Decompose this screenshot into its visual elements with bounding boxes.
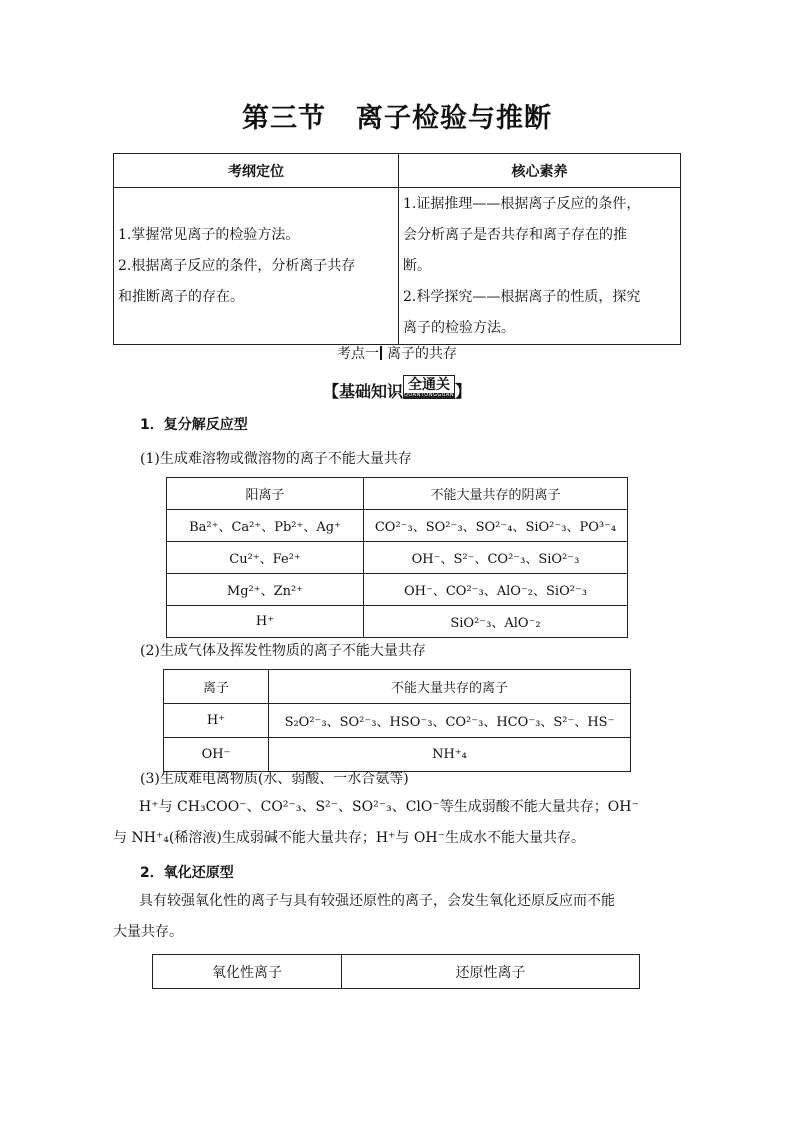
exam-point-heading <box>0 343 794 363</box>
core-literacy-cell <box>399 188 681 345</box>
redox-paragraph <box>113 886 683 948</box>
weak-electrolyte-paragraph <box>113 792 683 854</box>
t1-cation-cell: Mg²⁺、Zn²⁺ <box>167 574 364 606</box>
t3-header-oxidizing: 氧化性离子 <box>153 955 342 989</box>
t1-cation-cell: Ba²⁺、Ca²⁺、Pb²⁺、Ag⁺ <box>167 510 364 542</box>
literacy-line: 会分析离子是否共存和离子存在的推 <box>403 227 627 243</box>
t1-header-cation: 阳离子 <box>167 478 364 510</box>
section-number: 第三节 <box>242 103 326 134</box>
header-core-literacy: 核心素养 <box>399 154 681 188</box>
t1-anion-cell: OH⁻、S²⁻、CO²⁻₃、SiO²⁻₃ <box>364 542 628 574</box>
table-row <box>164 738 631 772</box>
t2-incompatible-cell: NH⁺₄ <box>269 738 631 772</box>
overview-table <box>113 153 681 345</box>
t2-header-incompatible: 不能大量共存的离子 <box>269 670 631 704</box>
section1-heading: 1．复分解反应型 <box>140 417 248 433</box>
t3-header-reducing: 还原性离子 <box>342 955 640 989</box>
banner-badge <box>403 375 455 399</box>
header-syllabus: 考纲定位 <box>114 154 399 188</box>
literacy-line: 离子的检验方法。 <box>403 320 515 336</box>
badge-subtext: QUANTONGGUAN <box>403 392 455 398</box>
t1-header-anion: 不能大量共存的阴离子 <box>364 478 628 510</box>
t1-anion-cell: OH⁻、CO²⁻₃、AlO⁻₂、SiO²⁻₃ <box>364 574 628 606</box>
page-title <box>0 96 794 135</box>
paragraph-line: 具有较强氧化性的离子与具有较强还原性的离子，会发生氧化还原反应而不能 <box>139 893 615 909</box>
t1-anion-cell: CO²⁻₃、SO²⁻₃、SO²⁻₄、SiO²⁻₃、PO³⁻₄ <box>364 510 628 542</box>
section-title: 离子检验与推断 <box>356 103 552 134</box>
section2-heading: 2．氧化还原型 <box>140 865 234 881</box>
t2-ion-cell: OH⁻ <box>164 738 269 772</box>
bracket-left: 【 <box>322 382 339 401</box>
basic-knowledge-banner <box>0 375 794 402</box>
bracket-right: 】 <box>455 382 472 401</box>
exam-point-label: 考点一 <box>337 346 379 362</box>
t2-incompatible-cell: S₂O²⁻₃、SO²⁻₃、HSO⁻₃、CO²⁻₃、HCO⁻₃、S²⁻、HS⁻ <box>269 704 631 738</box>
table-row <box>167 574 628 606</box>
paragraph-line: 与 NH⁺₄(稀溶液)生成弱碱不能大量共存；H⁺与 OH⁻生成水不能大量共存。 <box>113 830 585 846</box>
t2-ion-cell: H⁺ <box>164 704 269 738</box>
syllabus-line: 1.掌握常见离子的检验方法。 <box>118 226 300 243</box>
badge-text: 全通关 <box>408 377 450 393</box>
banner-text: 基础知识 <box>338 382 403 401</box>
table-row <box>167 542 628 574</box>
table-row <box>164 704 631 738</box>
gas-table <box>163 669 631 772</box>
syllabus-line: 2.根据离子反应的条件，分析离子共存 <box>118 257 356 274</box>
table-row <box>167 510 628 542</box>
section1-sub2: (2)生成气体及挥发性物质的离子不能大量共存 <box>140 643 426 659</box>
section1-sub3: (3)生成难电离物质(水、弱酸、一水合氨等) <box>140 771 409 787</box>
syllabus-line: 和推断离子的存在。 <box>118 288 244 305</box>
redox-table <box>152 954 640 989</box>
literacy-line: 断。 <box>403 258 431 274</box>
t1-cation-cell: Cu²⁺、Fe²⁺ <box>167 542 364 574</box>
literacy-line: 2.科学探究——根据离子的性质，探究 <box>403 289 641 305</box>
section1-sub1: (1)生成难溶物或微溶物的离子不能大量共存 <box>140 451 412 467</box>
t1-cation-cell: H⁺ <box>167 606 364 638</box>
literacy-line: 1.证据推理——根据离子反应的条件， <box>403 196 641 212</box>
paragraph-line: 大量共存。 <box>113 924 183 940</box>
exam-point-text: 离子的共存 <box>387 346 457 362</box>
precipitate-table <box>166 477 628 638</box>
t2-header-ion: 离子 <box>164 670 269 704</box>
syllabus-cell <box>114 188 399 345</box>
t1-anion-cell: SiO²⁻₃、AlO⁻₂ <box>364 606 628 638</box>
table-row <box>167 606 628 638</box>
paragraph-line: H⁺与 CH₃COO⁻、CO²⁻₃、S²⁻、SO²⁻₃、ClO⁻等生成弱酸不能大量共存；OH⁻ <box>139 799 639 815</box>
divider-bar <box>380 346 382 360</box>
